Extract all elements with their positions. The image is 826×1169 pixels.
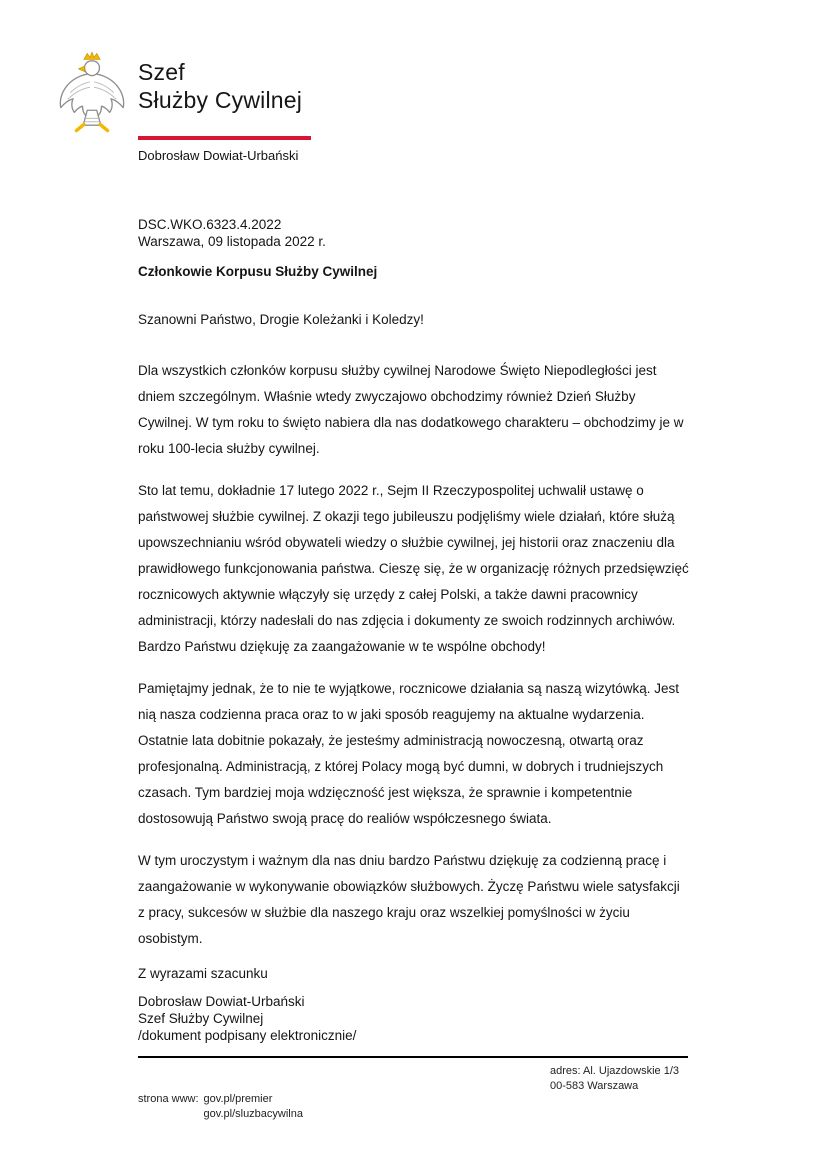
footer-website-1: gov.pl/premier (203, 1093, 273, 1105)
addressee-heading: Członkowie Korpusu Służby Cywilnej (138, 264, 378, 279)
header-signer-name: Dobrosław Dowiat-Urbański (138, 148, 299, 163)
footer-address (550, 1064, 679, 1094)
closing-phrase: Z wyrazami szacunku (138, 966, 268, 981)
footer-website-label: strona www: (138, 1093, 199, 1105)
footer-website-lines (204, 1092, 303, 1122)
footer-rule (138, 1056, 688, 1058)
paragraph-2: Sto lat temu, dokładnie 17 lutego 2022 r., Sejm II Rzeczypospolitej uchwalił ustawę o państwowej służbie cywilnej. Z okazji tego jubileuszu podjęliśmy wiele działań, które służą upowszechnianiu wśród obywateli wiedzy o służbie cywilnej, jej historii oraz znaczeniu dla prawidłowego funkcjonowania państwa. Cieszę się, że w organizację różnych przedsięwzięć rocznicowych aktywnie włączyły się urzędy z całej Polski, a także dawni pracownicy administracji, którzy nadesłali do nas zdjęcia i dokumenty ze swoich rodzinnych archiwów. Bardzo Państwu dziękuję za zaangażowanie w te wspólne obchody! (138, 483, 689, 654)
reference-number: DSC.WKO.6323.4.2022 (138, 217, 282, 232)
brand-red-rule (138, 136, 311, 140)
org-title-line1: Szef (138, 59, 185, 85)
footer-address-line2: 00-583 Warszawa (550, 1080, 639, 1092)
signature-name: Dobrosław Dowiat-Urbański (138, 994, 305, 1009)
signature-electronic-note: /dokument podpisany elektronicznie/ (138, 1028, 357, 1043)
place-and-date: Warszawa, 09 listopada 2022 r. (138, 234, 326, 249)
polish-eagle-emblem (58, 52, 126, 136)
salutation: Szanowni Państwo, Drogie Koleżanki i Koledzy! (138, 312, 424, 327)
footer-websites (138, 1092, 303, 1122)
signature-title: Szef Służby Cywilnej (138, 1011, 264, 1026)
paragraph-4: W tym uroczystym i ważnym dla nas dniu bardzo Państwu dziękuję za codzienną pracę i zaangażowanie w wykonywanie obowiązków służbowych. Życzę Państwu wiele satysfakcji z pracy, sukcesów w służbie dla naszego kraju oraz wszelkiej pomyślności w życiu osobistym. (138, 853, 680, 946)
paragraph-3: Pamiętajmy jednak, że to nie te wyjątkowe, rocznicowe działania są naszą wizytówką. Jest nią nasza codzienna praca oraz to w jaki sposób reagujemy na aktualne wydarzenia. Ostatnie lata dobitnie pokazały, że jesteśmy administracją nowoczesną, otwartą oraz profesjonalną. Administracją, z której Polacy mogą być dumni, w dobrych i trudniejszych czasach. Tym bardziej moja wdzięczność jest większa, że sprawnie i kompetentnie dostosowują Państwo swoją pracę do realiów współczesnego świata. (138, 681, 679, 826)
paragraph-1: Dla wszystkich członków korpusu służby cywilnej Narodowe Święto Niepodległości jest dniem szczególnym. Właśnie wtedy zwyczajowo obchodzimy również Dzień Służby Cywilnej. W tym roku to święto nabiera dla nas dodatkowego charakteru – obchodzimy je w roku 100-lecia służby cywilnej. (138, 363, 684, 456)
footer-address-line1: adres: Al. Ujazdowskie 1/3 (550, 1065, 680, 1077)
org-title-line2: Służby Cywilnej (138, 87, 303, 113)
letter-content (138, 216, 690, 1044)
org-title (138, 58, 302, 114)
footer-website-2: gov.pl/sluzbacywilna (203, 1108, 303, 1120)
signature-block (138, 993, 690, 1044)
